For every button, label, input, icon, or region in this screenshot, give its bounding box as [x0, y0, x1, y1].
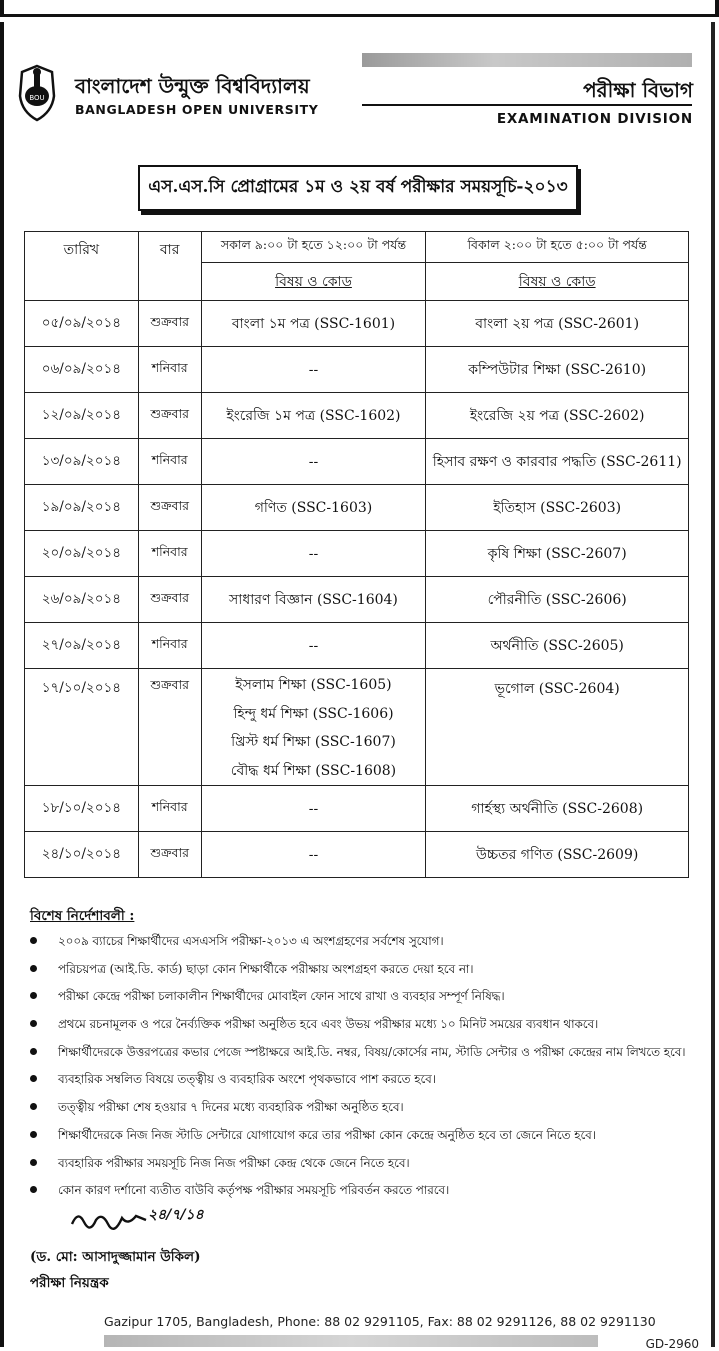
- row-afternoon-subject: হিসাব রক্ষণ ও কারবার পদ্ধতি (SSC-2611): [426, 439, 689, 485]
- row-day: শুক্রবার: [138, 393, 201, 439]
- top-border: [0, 0, 719, 17]
- note-item: [30, 931, 702, 951]
- row-date: ২০/০৯/২০১৪: [25, 531, 139, 577]
- morning-subject-line: --: [308, 545, 319, 562]
- row-morning-subject: [201, 439, 426, 485]
- row-day: শনিবার: [138, 623, 201, 669]
- header-afternoon: বিকাল ২:০০ টা হতে ৫:০০ টা পর্যন্ত: [426, 232, 689, 263]
- bullet-icon: [30, 1048, 37, 1055]
- document-code: GD-2960: [645, 1337, 699, 1351]
- row-date: ১৯/০৯/২০১৪: [25, 485, 139, 531]
- row-morning-subject: [201, 786, 426, 832]
- table-row: [25, 577, 689, 623]
- row-afternoon-subject: কৃষি শিক্ষা (SSC-2607): [426, 531, 689, 577]
- header-subject-code-morning: বিষয় ও কোড: [201, 263, 426, 301]
- row-morning-subject: [201, 393, 426, 439]
- note-item: [30, 1125, 702, 1145]
- morning-subject-line: ইসলাম শিক্ষা (SSC-1605): [235, 677, 392, 693]
- note-item: [30, 1014, 702, 1034]
- schedule-title: এস.এস.সি প্রোগ্রামের ১ম ও ২য় বর্ষ পরীক্ষার সময়সূচি-২০১৩: [138, 165, 578, 211]
- row-date: ২৭/০৯/২০১৪: [25, 623, 139, 669]
- signer-name: (ড. মো: আসাদুজ্জামান উকিল): [30, 1249, 201, 1265]
- note-item: [30, 1069, 702, 1089]
- row-date: ১২/০৯/২০১৪: [25, 393, 139, 439]
- morning-subject-line: ইংরেজি ১ম পত্র (SSC-1602): [226, 407, 401, 424]
- row-morning-subject: [201, 485, 426, 531]
- row-morning-subject: [201, 623, 426, 669]
- row-date: ২৪/১০/২০১৪: [25, 832, 139, 878]
- row-afternoon-subject: উচ্চতর গণিত (SSC-2609): [426, 832, 689, 878]
- row-morning-subject: [201, 832, 426, 878]
- morning-subject-line: খ্রিস্ট ধর্ম শিক্ষা (SSC-1607): [231, 734, 396, 750]
- row-morning-subject: [201, 577, 426, 623]
- note-item: [30, 1097, 702, 1117]
- note-text: পরিচয়পত্র (আই.ডি. কার্ড) ছাড়া কোন শিক্ষার্থীকে পরীক্ষায় অংশগ্রহণ করতে দেয়া হবে না।: [58, 961, 474, 976]
- bullet-icon: [30, 1020, 37, 1027]
- morning-subject-line: --: [308, 846, 319, 863]
- table-row: [25, 301, 689, 347]
- row-afternoon-subject: কম্পিউটার শিক্ষা (SSC-2610): [426, 347, 689, 393]
- row-day: শনিবার: [138, 347, 201, 393]
- row-afternoon-subject: গার্হস্থ্য অর্থনীতি (SSC-2608): [426, 786, 689, 832]
- morning-subject-line: গণিত (SSC-1603): [254, 499, 373, 516]
- header-morning: সকাল ৯:০০ টা হতে ১২:০০ টা পর্যন্ত: [201, 232, 426, 263]
- bullet-icon: [30, 1131, 37, 1138]
- footer-grey-bar: [104, 1335, 598, 1347]
- row-afternoon-subject: ভূগোল (SSC-2604): [426, 669, 689, 786]
- note-item: [30, 986, 702, 1006]
- morning-subject-line: বৌদ্ধ ধর্ম শিক্ষা (SSC-1608): [230, 762, 397, 779]
- note-item: [30, 1153, 702, 1173]
- table-row: [25, 669, 689, 786]
- row-morning-subject: [201, 301, 426, 347]
- row-date: ০৬/০৯/২০১৪: [25, 347, 139, 393]
- row-date: ০৫/০৯/২০১৪: [25, 301, 139, 347]
- morning-subject-line: --: [308, 800, 319, 817]
- row-day: শনিবার: [138, 439, 201, 485]
- table-row: [25, 393, 689, 439]
- signature-scribble-icon: [70, 1206, 150, 1237]
- row-afternoon-subject: ইতিহাস (SSC-2603): [426, 485, 689, 531]
- note-text: ব্যবহারিক সম্বলিত বিষয়ে তত্ত্বীয় ও ব্যবহারিক অংশে পৃথকভাবে পাশ করতে হবে।: [58, 1072, 436, 1087]
- bullet-icon: [30, 1159, 37, 1166]
- note-text: কোন কারণ দর্শানো ব্যতীত বাউবি কর্তৃপক্ষ পরীক্ষার সময়সূচি পরিবর্তন করতে পারবে।: [58, 1183, 450, 1198]
- morning-subject-line: হিন্দু ধর্ম শিক্ষা (SSC-1606): [233, 705, 394, 722]
- row-day: শুক্রবার: [138, 577, 201, 623]
- bullet-icon: [30, 965, 37, 972]
- footer-address: Gazipur 1705, Bangladesh, Phone: 88 02 9291105, Fax: 88 02 9291126, 88 02 9291130: [104, 1314, 656, 1329]
- table-row: [25, 347, 689, 393]
- division-name-en: EXAMINATION DIVISION: [496, 111, 693, 127]
- notes-title: বিশেষ নির্দেশাবলী :: [30, 908, 135, 924]
- row-day: শুক্রবার: [138, 301, 201, 347]
- row-date: ১৩/০৯/২০১৪: [25, 439, 139, 485]
- row-day: শনিবার: [138, 786, 201, 832]
- signature-date: ২৪/৭/১৪: [148, 1207, 204, 1223]
- university-logo-icon: [12, 62, 62, 124]
- row-morning-subject: [201, 531, 426, 577]
- note-item: [30, 1180, 702, 1200]
- row-afternoon-subject: অর্থনীতি (SSC-2605): [426, 623, 689, 669]
- row-afternoon-subject: পৌরনীতি (SSC-2606): [426, 577, 689, 623]
- signer-title: পরীক্ষা নিয়ন্ত্রক: [30, 1275, 109, 1291]
- university-name-en: BANGLADESH OPEN UNIVERSITY: [75, 102, 319, 117]
- table-row: [25, 786, 689, 832]
- note-item: [30, 959, 702, 979]
- bullet-icon: [30, 1103, 37, 1110]
- morning-subject-line: --: [308, 361, 319, 378]
- svg-text:BOU: BOU: [29, 94, 45, 102]
- header-day: বার: [138, 232, 201, 301]
- row-morning-subject: [201, 347, 426, 393]
- division-rule: [362, 104, 692, 106]
- row-morning-subject: [201, 669, 426, 786]
- table-row: [25, 485, 689, 531]
- table-row: [25, 531, 689, 577]
- header-grey-strip: [362, 53, 692, 67]
- note-text: তত্ত্বীয় পরীক্ষা শেষ হওয়ার ৭ দিনের মধ্যে ব্যবহারিক পরীক্ষা অনুষ্ঠিত হবে।: [58, 1100, 404, 1115]
- table-row: [25, 623, 689, 669]
- note-text: শিক্ষার্থীদেরকে নিজ নিজ স্টাডি সেন্টারে যোগাযোগ করে তার পরীক্ষা কোন কেন্দ্রে অনুষ্ঠিত হবে তা জেনে নিতে হবে।: [58, 1127, 596, 1142]
- row-date: ১৮/১০/২০১৪: [25, 786, 139, 832]
- note-text: পরীক্ষা কেন্দ্রে পরীক্ষা চলাকালীন শিক্ষার্থীদের মোবাইল ফোন সাথে রাখা ও ব্যবহার সম্পূর্ণ নিষিদ্ধ।: [58, 989, 505, 1004]
- table-row: [25, 832, 689, 878]
- row-afternoon-subject: ইংরেজি ২য় পত্র (SSC-2602): [426, 393, 689, 439]
- note-item: [30, 1042, 702, 1062]
- bullet-icon: [30, 992, 37, 999]
- row-day: শুক্রবার: [138, 669, 201, 786]
- row-day: শুক্রবার: [138, 832, 201, 878]
- note-text: শিক্ষার্থীদেরকে উত্তরপত্রের কভার পেজে স্পষ্টাক্ষরে আই.ডি. নম্বর, বিষয়/কোর্সের নাম, স্টাডি সেন্টার ও পরীক্ষা কেন্দ্রের নাম লিখতে হবে।: [58, 1044, 686, 1059]
- university-name-bn: বাংলাদেশ উন্মুক্ত বিশ্ববিদ্যালয়: [75, 74, 310, 98]
- bullet-icon: [30, 937, 37, 944]
- bullet-icon: [30, 1186, 37, 1193]
- morning-subject-line: --: [308, 637, 319, 654]
- row-date: ২৬/০৯/২০১৪: [25, 577, 139, 623]
- header-subject-code-afternoon: বিষয় ও কোড: [426, 263, 689, 301]
- table-row: [25, 439, 689, 485]
- row-day: শুক্রবার: [138, 485, 201, 531]
- note-text: ব্যবহারিক পরীক্ষার সময়সূচি নিজ নিজ পরীক্ষা কেন্দ্র থেকে জেনে নিতে হবে।: [58, 1155, 410, 1170]
- schedule-table: [24, 231, 689, 878]
- note-text: প্রথমে রচনামূলক ও পরে নৈর্ব্যক্তিক পরীক্ষা অনুষ্ঠিত হবে এবং উভয় পরীক্ষার মধ্যে ১০ মিনিট সময়ের ব্যবধান থাকবে।: [58, 1017, 599, 1032]
- morning-subject-line: সাধারণ বিজ্ঞান (SSC-1604): [229, 591, 398, 608]
- header-date: তারিখ: [25, 232, 139, 301]
- row-date: ১৭/১০/২০১৪: [25, 669, 139, 786]
- morning-subject-line: --: [308, 453, 319, 470]
- row-day: শনিবার: [138, 531, 201, 577]
- note-text: ২০০৯ ব্যাচের শিক্ষার্থীদের এসএসসি পরীক্ষা-২০১৩ এ অংশগ্রহণের সর্বশেষ সুযোগ।: [58, 934, 444, 948]
- row-afternoon-subject: বাংলা ২য় পত্র (SSC-2601): [426, 301, 689, 347]
- morning-subject-line: বাংলা ১ম পত্র (SSC-1601): [231, 315, 396, 332]
- notes-list: [30, 931, 702, 1208]
- division-name-bn: পরীক্ষা বিভাগ: [583, 78, 693, 102]
- bullet-icon: [30, 1075, 37, 1082]
